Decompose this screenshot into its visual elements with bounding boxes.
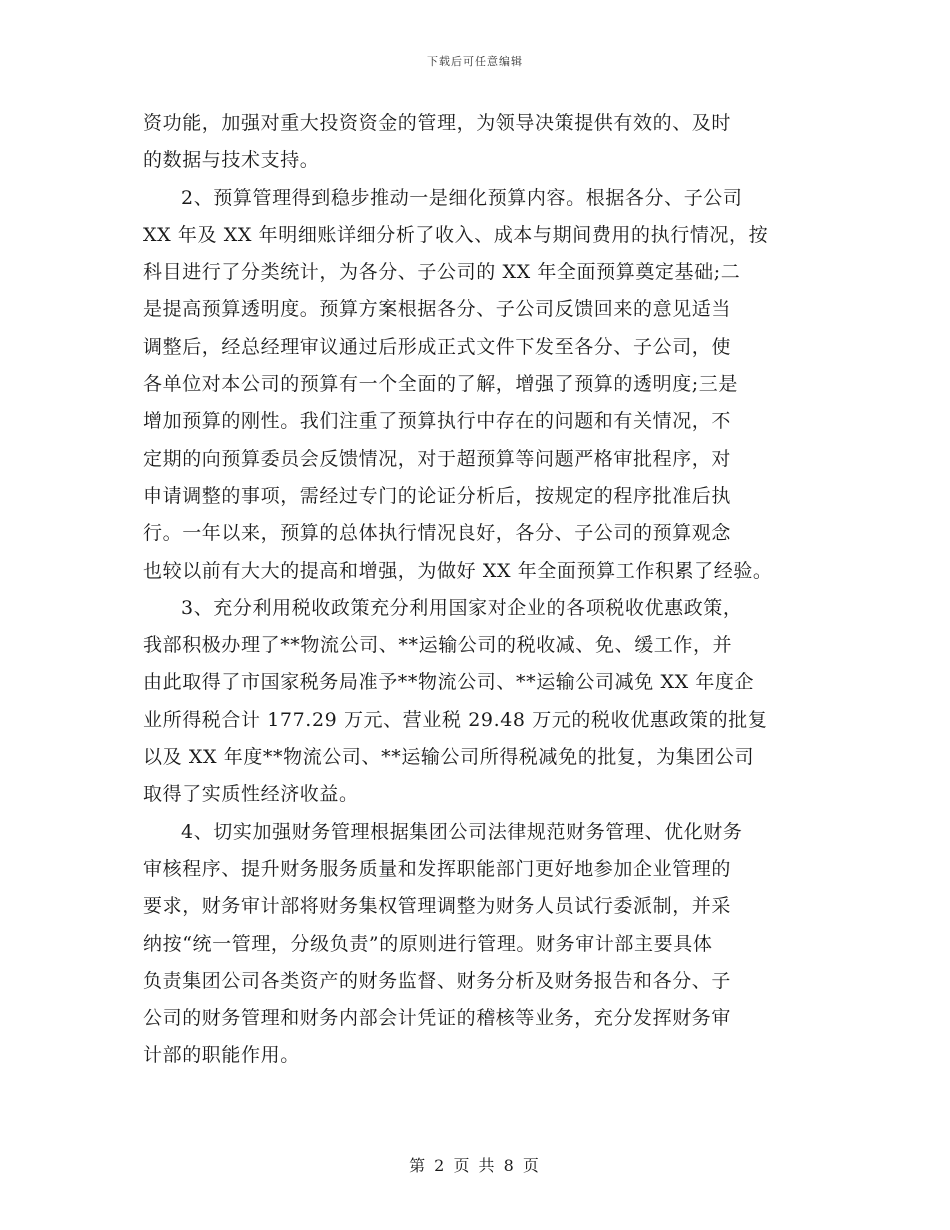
body-text-line: 4、切实加强财务管理根据集团公司法律规范财务管理、优化财务: [181, 820, 743, 843]
document-body: [143, 105, 818, 1075]
body-text-line: 由此取得了市国家税务局准予**物流公司、**运输公司减免 XX 年度企: [143, 671, 755, 694]
body-text-line: 计部的职能作用。: [143, 1044, 300, 1067]
body-text-line: 业所得税合计 177.29 万元、营业税 29.48 万元的税收优惠政策的批复: [143, 708, 768, 731]
body-text-line: XX 年及 XX 年明细账详细分析了收入、成本与期间费用的执行情况，按: [143, 223, 769, 246]
body-text-line: 调整后，经总经理审议通过后形成正式文件下发至各分、子公司，使: [143, 335, 732, 358]
page-number-footer: 第 2 页 共 8 页: [409, 1156, 541, 1175]
body-text-line: 是提高预算透明度。预算方案根据各分、子公司反馈回来的意见适当: [143, 298, 732, 321]
body-text-line: 的数据与技术支持。: [143, 149, 320, 172]
body-text-line: 行。一年以来，预算的总体执行情况良好，各分、子公司的预算观念: [143, 522, 732, 545]
body-text-line: 纳按“统一管理，分级负责”的原则进行管理。财务审计部主要具体: [143, 932, 713, 955]
body-text-line: 3、充分利用税收政策充分利用国家对企业的各项税收优惠政策，: [181, 596, 743, 619]
body-text-line: 资功能，加强对重大投资资金的管理，为领导决策提供有效的、及时: [143, 112, 732, 134]
body-text-line: 各单位对本公司的预算有一个全面的了解，增强了预算的透明度;三是: [143, 373, 739, 396]
body-text-line: 取得了实质性经济收益。: [143, 783, 359, 806]
body-text-line: 以及 XX 年度**物流公司、**运输公司所得税减免的批复，为集团公司: [143, 746, 755, 769]
body-text-line: 我部积极办理了**物流公司、**运输公司的税收减、免、缓工作，并: [143, 634, 733, 657]
body-text-line: 公司的财务管理和财务内部会计凭证的稽核等业务，充分发挥财务审: [143, 1007, 732, 1030]
body-text-line: 申请调整的事项，需经过专门的论证分析后，按规定的程序批准后执: [143, 484, 732, 507]
body-text-line: 负责集团公司各类资产的财务监督、财务分析及财务报告和各分、子: [143, 969, 732, 992]
body-text-line: 科目进行了分类统计，为各分、子公司的 XX 年全面预算奠定基础;二: [143, 261, 741, 284]
body-text-line: 要求，财务审计部将财务集权管理调整为财务人员试行委派制，并采: [143, 895, 732, 918]
body-text-line: 2、预算管理得到稳步推动一是细化预算内容。根据各分、子公司: [181, 186, 743, 209]
page-header: 下载后可任意编辑: [427, 55, 523, 68]
body-text-line: 也较以前有大大的提高和增强，为做好 XX 年全面预算工作积累了经验。: [143, 559, 773, 582]
body-text-line: 增加预算的刚性。我们注重了预算执行中存在的问题和有关情况，不: [143, 410, 732, 433]
body-text-line: 定期的向预算委员会反馈情况，对于超预算等问题严格审批程序，对: [143, 447, 732, 470]
body-text-line: 审核程序、提升财务服务质量和发挥职能部门更好地参加企业管理的: [143, 857, 732, 880]
